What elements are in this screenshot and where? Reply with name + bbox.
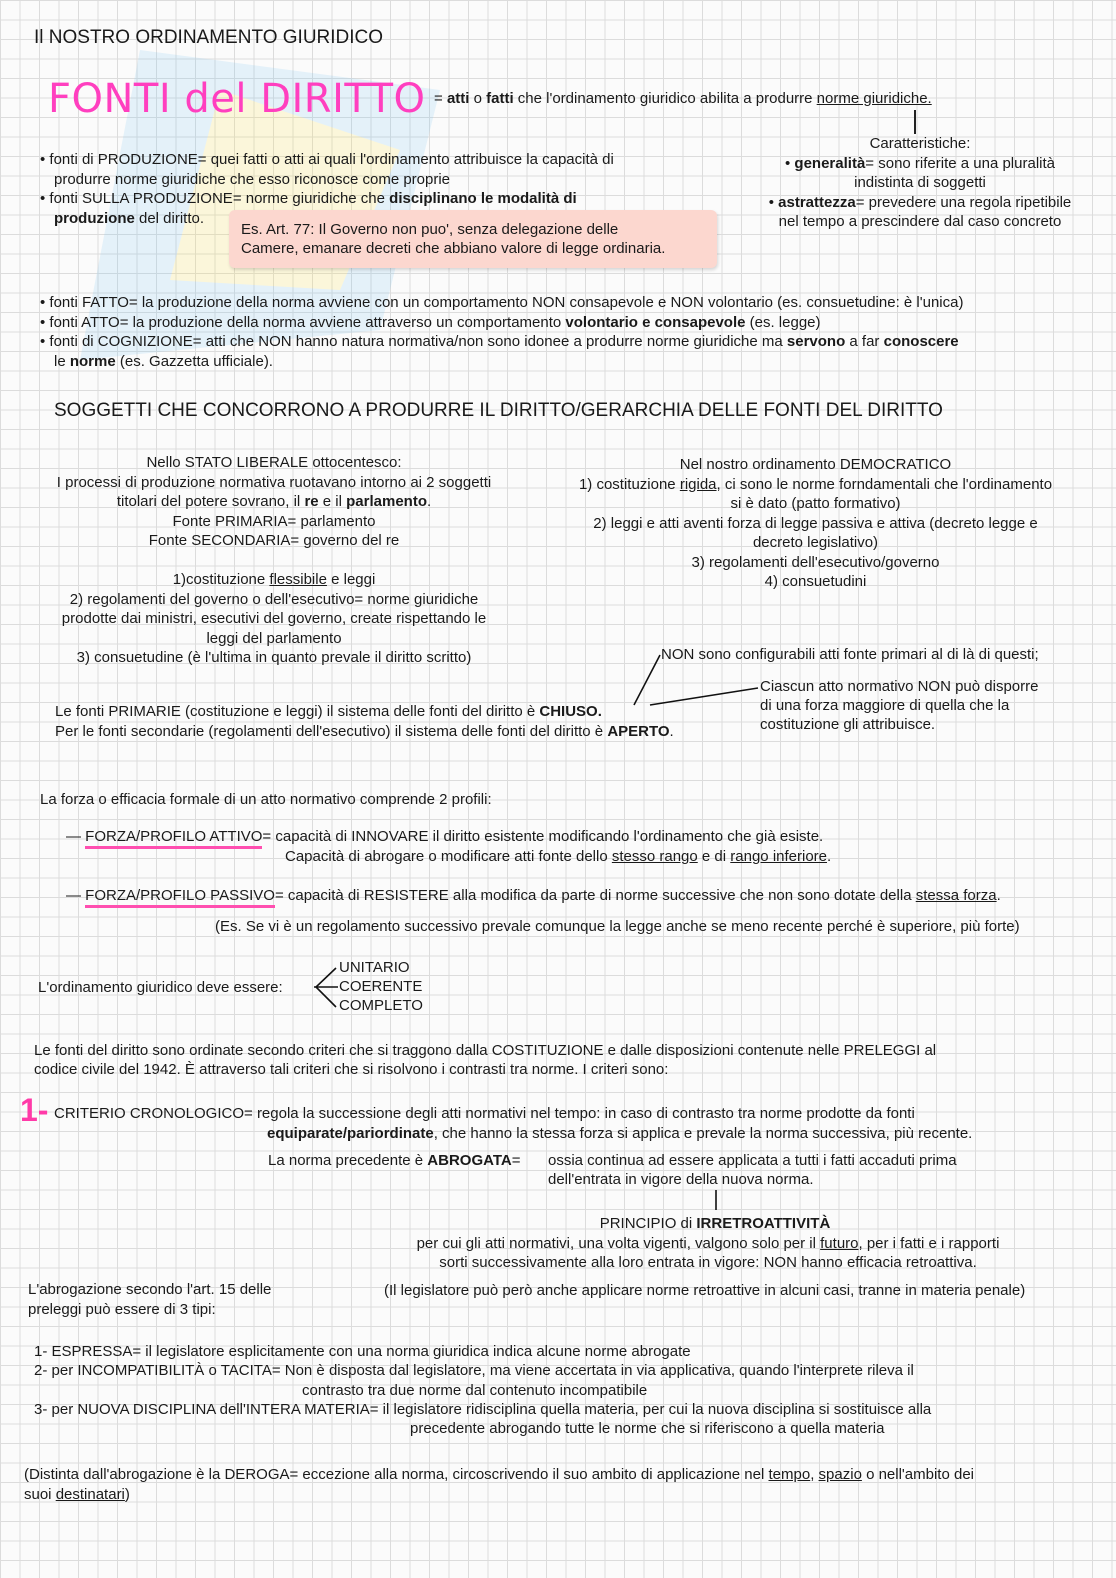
- ossia-l2: dell'entrata in vigore della nuova norma.: [548, 1171, 814, 1188]
- abrogazione-tipo1: 1- ESPRESSA= il legislatore esplicitamente con una norma giuridica indica alcune norme abrogate: [34, 1343, 691, 1360]
- stato-liberale-l2: I processi di produzione normativa ruotavano intorno ai 2 soggetti: [56, 473, 492, 491]
- page-header: Il NOSTRO ORDINAMENTO GIURIDICO: [34, 27, 384, 48]
- stato-liberale-l6: 1)costituzione flessibile e leggi: [172, 571, 376, 588]
- sorti-line: sorti successivamente alla loro entrata in vigore: NON hanno efficacia retroattiva.: [439, 1254, 977, 1271]
- stato-liberale-l7: 2) regolamenti del governo o dell'esecutivo= norme giuridiche: [69, 590, 479, 608]
- fonti-primarie-l2: Per le fonti secondarie (regolamenti dell'esecutivo) il sistema delle fonti del diritto è APERTO.: [55, 723, 674, 740]
- ciascun-l3: costituzione gli attribuisce.: [760, 716, 936, 733]
- characteristic-generalita: • generalità= sono riferite a una pluralità: [785, 155, 1055, 172]
- abrogazione-tipo3-l2: precedente abrogando tutte le norme che si riferiscono a quella materia: [410, 1420, 885, 1437]
- fonti-fatto: • fonti FATTO= la produzione della norma avviene con un comportamento NON consapevole e NON volontario (es. consuetudine: è l'unica): [40, 294, 964, 311]
- forza-attivo: — FORZA/PROFILO ATTIVO= capacità di INNOVARE il diritto esistente modificando l'ordinamento che già esiste.: [66, 827, 823, 847]
- deroga-l1: (Distinta dall'abrogazione è la DEROGA= eccezione alla norma, circoscrivendo il suo ambito di applicazione nel tempo, spazio o nell'ambito dei: [24, 1466, 975, 1483]
- stato-liberale-l9: leggi del parlamento: [206, 629, 342, 647]
- fonti-sulla-produzione-line2: produzione del diritto.: [54, 210, 205, 227]
- forza-attivo-l2: Capacità di abrogare o modificare atti fonte dello stesso rango e di rango inferiore.: [285, 848, 832, 865]
- characteristic-generalita-line2: indistinta di soggetti: [854, 174, 986, 191]
- forza-example: (Es. Se vi è un regolamento successivo prevale comunque la legge anche se meno recente perché è superiore, più forte): [215, 918, 1020, 935]
- principio-irretroattivita: PRINCIPIO di IRRETROATTIVITÀ: [599, 1215, 831, 1232]
- democratico-l1: Nel nostro ordinamento DEMOCRATICO: [679, 456, 952, 473]
- stato-liberale-l3: titolari del potere sovrano, il re e il parlamento.: [116, 493, 432, 510]
- ordinamento-item-completo: COMPLETO: [339, 997, 423, 1014]
- stato-liberale-l5: Fonte SECONDARIA= governo del re: [148, 532, 400, 549]
- democratico-l2: 1) costituzione rigida, ci sono le norme forndamentali che l'ordinamento: [578, 475, 1053, 493]
- fonti-atto: • fonti ATTO= la produzione della norma avviene attraverso un comportamento volontario e consapevole (es. legge): [40, 314, 821, 331]
- forza-passivo-label: FORZA/PROFILO PASSIVO: [85, 887, 275, 908]
- democratico-l5: decreto legislativo): [752, 534, 879, 551]
- criteri-intro-l1: Le fonti del diritto sono ordinate secondo criteri che si traggono dalla COSTITUZIONE e dalle disposizioni contenute nelle PRELEGGI al: [34, 1042, 937, 1059]
- abrogazione-tipo2-l2: contrasto tra due norme dal contenuto incompatibile: [302, 1382, 648, 1399]
- democratico-l3: si è dato (patto formativo): [730, 495, 901, 512]
- fonti-produzione-line1: • fonti di PRODUZIONE= quei fatti o atti ai quali l'ordinamento attribuisce la capacità di: [40, 151, 614, 168]
- ossia-l1: ossia continua ad essere applicata a tutti i fatti accaduti prima: [548, 1152, 957, 1169]
- section2-title: SOGGETTI CHE CONCORRONO A PRODURRE IL DIRITTO/GERARCHIA DELLE FONTI DEL DIRITTO: [54, 400, 943, 421]
- main-title: FONTI del DIRITTO: [48, 76, 426, 122]
- fonti-sulla-produzione: • fonti SULLA PRODUZIONE= norme giuridiche che disciplinano le modalità di: [40, 190, 577, 207]
- definition: = atti o fatti che l'ordinamento giuridico abilita a produrre norme giuridiche.: [434, 90, 932, 107]
- ciascun-l1: Ciascun atto normativo NON può disporre: [760, 678, 1039, 695]
- forza-passivo: — FORZA/PROFILO PASSIVO= capacità di RESISTERE alla modifica da parte di norme successive che non sono dotate della stessa forza.: [66, 886, 1001, 906]
- characteristics-title: Caratteristiche:: [869, 135, 971, 152]
- fonti-cognizione-line2: le norme (es. Gazzetta ufficiale).: [54, 353, 273, 370]
- fonti-primarie-l1: Le fonti PRIMARIE (costituzione e leggi) il sistema delle fonti del diritto è CHIUSO.: [55, 703, 602, 720]
- characteristic-astrattezza-line2: nel tempo a prescindere dal caso concreto: [778, 213, 1062, 230]
- stato-liberale-l1: Nello STATO LIBERALE ottocentesco:: [146, 454, 402, 471]
- per-cui-line: per cui gli atti normativi, una volta vigenti, valgono solo per il futuro, per i fatti e i rapporti: [416, 1235, 1000, 1252]
- democratico-l4: 2) leggi e atti aventi forza di legge passiva e attiva (decreto legge e: [593, 514, 1038, 532]
- abrogata-line: La norma precedente è ABROGATA=: [268, 1152, 521, 1169]
- stato-liberale-l8: prodotte dai ministri, esecutivi del governo, create rispettando le: [61, 610, 487, 627]
- example-note-line1: Es. Art. 77: Il Governo non puo', senza delegazione delle: [241, 221, 619, 238]
- abrogazione-tipo2: 2- per INCOMPATIBILITÀ o TACITA= Non è disposta dal legislatore, ma viene accertata in via applicativa, quando l'interprete rileva il: [34, 1362, 914, 1379]
- democratico-l6: 3) regolamenti dell'esecutivo/governo: [691, 553, 940, 571]
- criterio1-l2: equiparate/pariordinate, che hanno la stessa forza si applica e prevale la norma successiva, più recente.: [267, 1125, 973, 1142]
- criteri-intro-l2: codice civile del 1942. È attraverso tali criteri che si risolvono i contrasti tra norme. I criteri sono:: [34, 1061, 669, 1078]
- stato-liberale-l10: 3) consuetudine (è l'ultima in quanto prevale il diritto scritto): [76, 649, 472, 666]
- ordinamento-item-coerente: COERENTE: [339, 978, 423, 995]
- non-configurabili: NON sono configurabili atti fonte primari al di là di questi;: [661, 646, 1039, 663]
- fonti-cognizione: • fonti di COGNIZIONE= atti che NON hanno natura normativa/non sono idonee a produrre norme giuridiche ma servono a far conoscere: [40, 333, 959, 350]
- ordinamento-label: L'ordinamento giuridico deve essere:: [38, 979, 283, 996]
- example-note-line2: Camere, emanare decreti che abbiano valore di legge ordinaria.: [241, 240, 666, 257]
- ciascun-l2: di una forza maggiore di quella che la: [760, 697, 1010, 714]
- characteristic-astrattezza: • astrattezza= prevedere una regola ripetibile: [768, 194, 1072, 211]
- abrogazione-tipo3: 3- per NUOVA DISCIPLINA dell'INTERA MATERIA= il legislatore ridisciplina quella materia, per cui la nuova disciplina si sostituisce alla: [34, 1401, 932, 1418]
- democratico-l7: 4) consuetudini: [764, 573, 867, 590]
- ordinamento-item-unitario: UNITARIO: [339, 959, 410, 976]
- forza-intro: La forza o efficacia formale di un atto normativo comprende 2 profili:: [40, 791, 492, 808]
- criterio-number: 1-: [20, 1092, 49, 1128]
- legislatore-line: (Il legislatore può però anche applicare norme retroattive in alcuni casi, tranne in materia penale): [384, 1282, 1026, 1299]
- abrogazione-l2: preleggi può essere di 3 tipi:: [28, 1301, 216, 1318]
- abrogazione-l1: L'abrogazione secondo l'art. 15 delle: [28, 1281, 272, 1298]
- forza-attivo-label: FORZA/PROFILO ATTIVO: [85, 828, 262, 849]
- stato-liberale-l4: Fonte PRIMARIA= parlamento: [172, 512, 376, 530]
- deroga-l2: suoi destinatari): [24, 1486, 130, 1503]
- criterio1-l1: CRITERIO CRONOLOGICO= regola la successione degli atti normativi nel tempo: in caso di contrasto tra norme prodotte da fonti: [54, 1105, 915, 1122]
- fonti-produzione-line2: produrre norme giuridiche che esso riconosce come proprie: [54, 171, 451, 188]
